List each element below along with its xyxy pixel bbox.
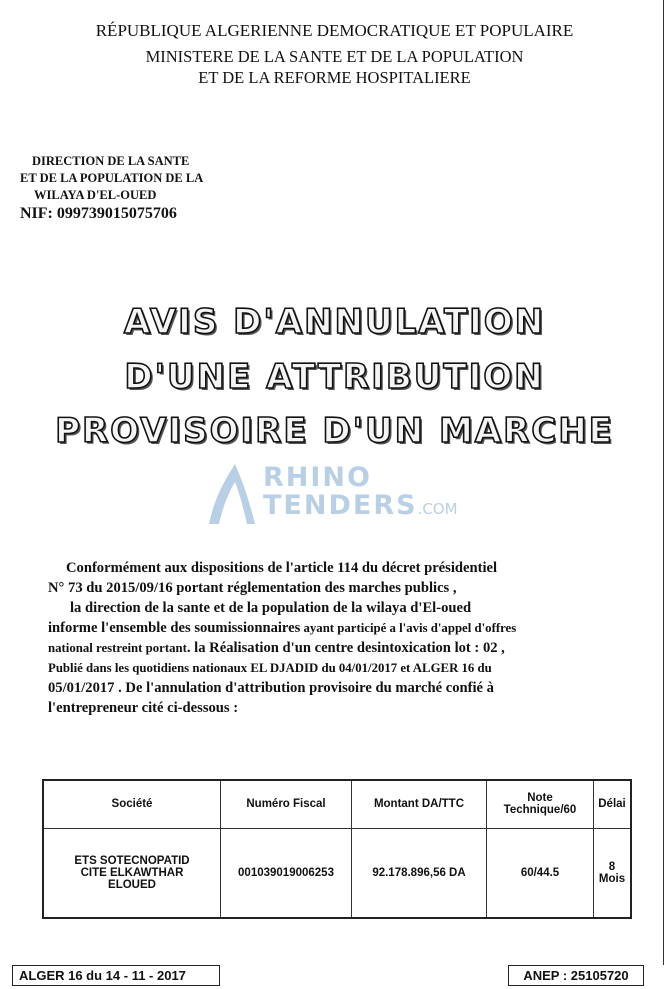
header-republic: RÉPUBLIQUE ALGERIENNE DEMOCRATIQUE ET POPULAIRE [95,21,574,40]
body-line-5 [48,638,623,658]
header-ministry: MINISTERE DE LA SANTE ET DE LA POPULATION [145,47,524,66]
body-line-7: 05/01/2017 . De l'annulation d'attribution provisoire du marché confié à [48,680,494,696]
watermark [205,462,475,532]
col-header-delai: Délai [594,780,632,828]
direction-line-2: ET DE LA POPULATION DE LA [20,171,204,185]
body-line-6 [48,658,623,678]
nif-number: NIF: 099739015075706 [20,205,177,222]
notice-title-line-2: D'UNE ATTRIBUTION [124,357,545,397]
watermark-suffix: .COM [417,500,458,518]
notice-title-line-3: PROVISOIRE D'UN MARCHE [55,411,614,451]
direction-line-3: WILAYA D'EL-OUED [34,188,157,202]
footer-anep-number: ANEP : 25105720 [508,965,644,986]
societe-line-1: ETS SOTECNOPATID [74,854,190,867]
watermark-word-rhino: RHINO [263,462,372,493]
cell-societe [43,828,221,918]
body-line-6a: Publié dans les quotidiens nationaux [48,661,248,675]
body-line-2: N° 73 du 2015/09/16 portant réglementation des marches publics , [48,580,457,596]
body-line-4 [48,618,623,638]
direction-block [20,153,203,224]
col-header-montant: Montant DA/TTC [352,780,487,828]
cell-numero-fiscal: 001039019006253 [221,828,352,918]
societe-line-2: CITE ELKAWTHAR [80,866,184,879]
col-header-note: Note Technique/60 [487,780,594,828]
direction-line-1: DIRECTION DE LA SANTE [32,154,190,168]
watermark-tenders-text: TENDERS [263,490,418,521]
cell-delai [594,828,632,918]
table-header-row [43,780,631,828]
body-line-6b: EL DJADID du 04/01/2017 et ALGER 16 du [247,661,492,675]
col-header-societe: Société [43,780,221,828]
body-line-1: Conformément aux dispositions de l'article 114 du décret présidentiel [66,560,498,576]
watermark-word-tenders [263,492,458,523]
body-line-4b: ayant participé a l'avis d'appel d'offres [300,621,517,635]
body-line-5b: . la Réalisation d'un centre desintoxication lot : 02 , [186,640,505,656]
header-ministry-2: ET DE LA REFORME HOSPITALIERE [198,68,471,87]
attribution-table [42,779,632,919]
notice-body [48,558,623,718]
col-header-numero-fiscal: Numéro Fiscal [221,780,352,828]
societe-line-3: ELOUED [108,878,156,891]
footer-publication: ALGER 16 du 14 - 11 - 2017 [12,965,220,986]
body-line-5a: national restreint portant [48,641,187,655]
body-line-8: l'entrepreneur cité ci-dessous : [48,700,239,716]
delai-value: 8 [608,860,616,873]
body-line-3: la direction de la sante et de la population de la wilaya d'El-oued [70,600,472,616]
notice-title-line-1: AVIS D'ANNULATION [123,302,546,342]
delai-unit: Mois [598,872,626,885]
cell-montant: 92.178.896,56 DA [352,828,487,918]
rhino-horn-icon [205,462,257,528]
body-line-4a: informe l'ensemble des soumissionnaires [48,620,301,636]
cell-note: 60/44.5 [487,828,594,918]
table-row [43,828,631,918]
